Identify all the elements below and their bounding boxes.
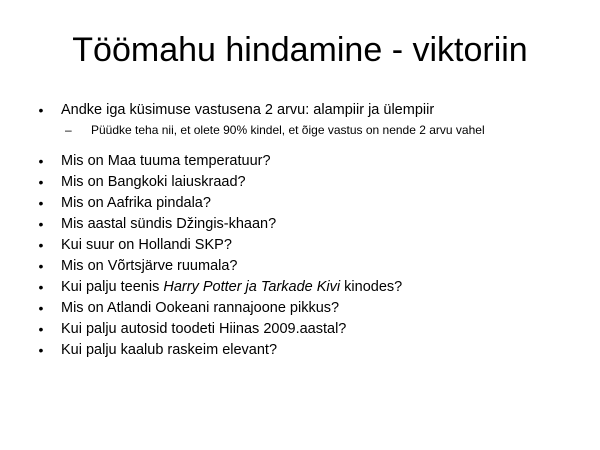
bullet-icon: • (38, 342, 44, 358)
question-text: Mis on Maa tuuma temperatuur? (61, 153, 271, 169)
bullet-icon: • (38, 195, 44, 211)
question-text: Mis on Atlandi Ookeani rannajoone pikkus? (61, 300, 340, 316)
bullet-icon: • (38, 216, 44, 232)
question-list (36, 151, 592, 361)
bullet-icon: • (38, 258, 44, 274)
question-item (36, 151, 592, 172)
bullet-icon: • (38, 153, 44, 169)
dash-icon: – (65, 123, 72, 137)
bullet-icon: • (38, 321, 44, 337)
question-item (36, 319, 592, 340)
question-item (36, 340, 592, 361)
intro-sub-bullet (36, 121, 592, 139)
question-text: Kui suur on Hollandi SKP? (61, 237, 232, 253)
bullet-icon: • (38, 174, 44, 190)
intro-sub-text: Püüdke teha nii, et olete 90% kindel, et õige vastus on nende 2 arvu vahel (91, 123, 485, 137)
question-item (36, 277, 592, 298)
bullet-icon: • (38, 237, 44, 253)
question-text: Kui palju kaalub raskeim elevant? (61, 342, 278, 358)
question-item (36, 172, 592, 193)
question-text: Mis aastal sündis Džingis-khaan? (61, 216, 277, 232)
question-item (36, 298, 592, 319)
question-text-before: Kui palju teenis (61, 279, 164, 295)
question-text: Mis on Bangkoki laiuskraad? (61, 174, 246, 190)
question-item (36, 193, 592, 214)
movie-title: Harry Potter ja Tarkade Kivi (163, 279, 341, 295)
question-item (36, 235, 592, 256)
question-text-after: kinodes? (340, 279, 403, 295)
bullet-icon: • (38, 300, 44, 316)
slide-title: Töömahu hindamine - viktoriin (72, 31, 528, 69)
question-item (36, 214, 592, 235)
question-text: Kui palju autosid toodeti Hiinas 2009.aastal? (61, 321, 347, 337)
question-item (36, 256, 592, 277)
question-text: Mis on Võrtsjärve ruumala? (61, 258, 238, 274)
intro-bullet (36, 100, 592, 121)
bullet-icon: • (38, 279, 44, 295)
question-text: Mis on Aafrika pindala? (61, 195, 211, 211)
bullet-icon: • (38, 102, 44, 118)
slide-body (36, 100, 592, 361)
intro-text: Andke iga küsimuse vastusena 2 arvu: alampiir ja ülempiir (61, 102, 435, 118)
